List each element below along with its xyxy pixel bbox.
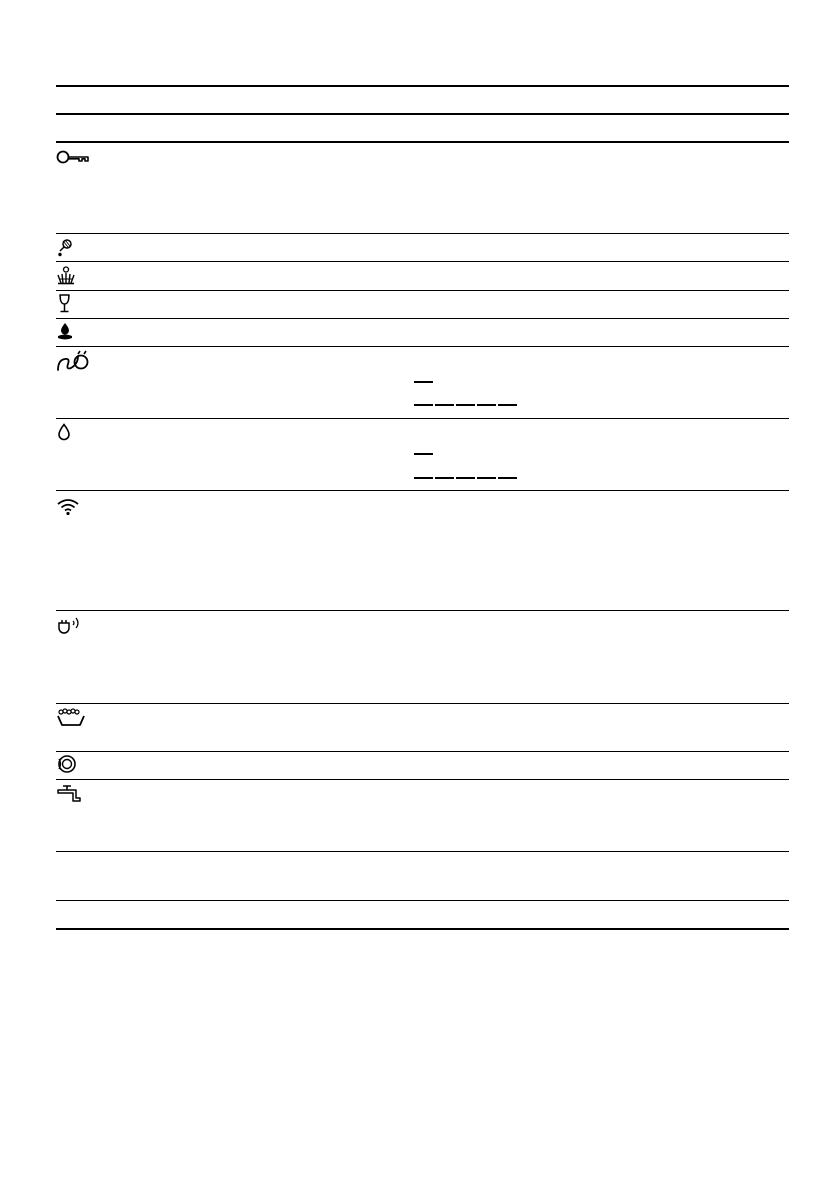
row-divider [56, 610, 789, 611]
row-divider [56, 851, 789, 852]
row-divider [56, 418, 789, 419]
subheader-bottom-rule [56, 141, 789, 143]
table-top-rule [56, 85, 789, 87]
table-bottom-rule [56, 928, 789, 930]
row-divider [56, 346, 789, 347]
row-divider [56, 703, 789, 704]
row-divider [56, 751, 789, 752]
wine-glass-icon [56, 294, 92, 316]
row-divider [56, 318, 789, 319]
header-bottom-rule [56, 113, 789, 115]
key-icon [56, 148, 92, 170]
rinse-aid-icon [56, 238, 92, 260]
machine-care-icon [56, 755, 92, 777]
row-divider [56, 290, 789, 291]
basket-foam-icon [56, 708, 92, 730]
energy-plug-icon [56, 350, 92, 372]
wifi-icon [56, 497, 92, 519]
water-tap-icon [56, 784, 92, 806]
row-divider [56, 490, 789, 491]
remote-start-icon [56, 615, 92, 637]
row-divider [56, 261, 789, 262]
brilliance-dry-icon [56, 266, 92, 288]
row-divider [56, 233, 789, 234]
row-divider [56, 779, 789, 780]
water-softening-icon [56, 322, 92, 344]
row-divider [56, 900, 789, 901]
water-drop-icon [56, 423, 92, 445]
